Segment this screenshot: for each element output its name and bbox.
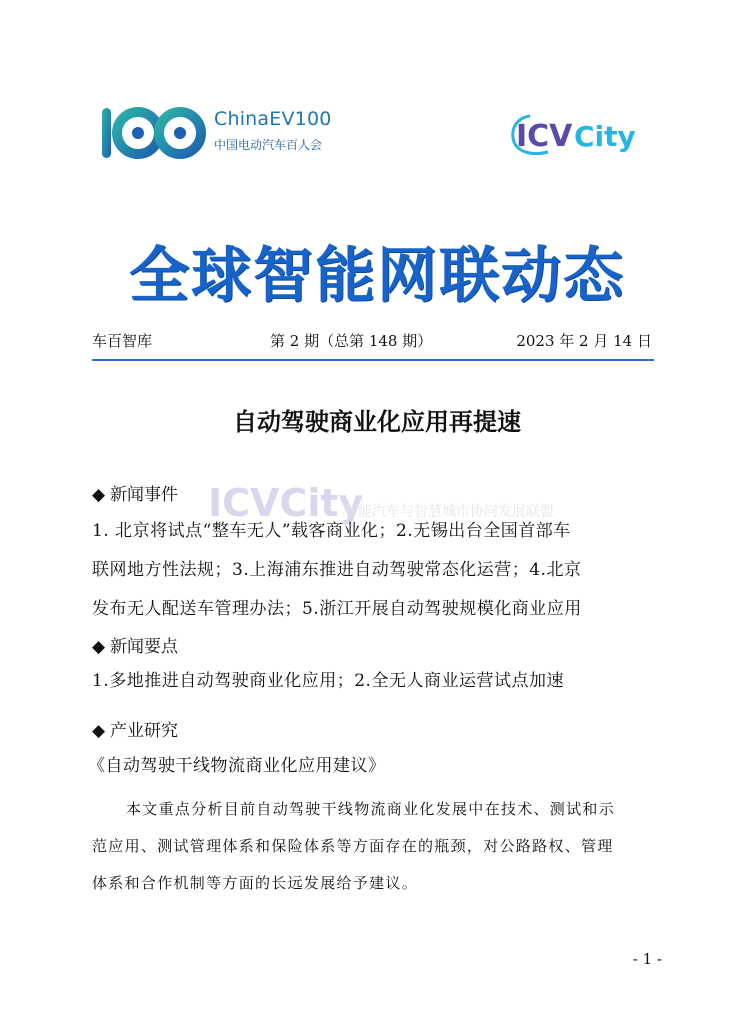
- issue-date: 2023 年 2 月 14 日: [516, 332, 652, 350]
- news-events-line: 1. 北京将试点“整车无人”载客商业化；2.无锡出台全国首部车: [92, 521, 571, 541]
- watermark-tagline: 智能汽车与智慧城市协同发展联盟: [344, 504, 554, 520]
- news-events-line: 发布无人配送车管理办法；5.浙江开展自动驾驶规模化商业应用: [92, 599, 582, 619]
- diamond-bullet-icon: ◆: [92, 721, 106, 741]
- icvcity-logo-icon: [508, 108, 643, 158]
- issue-source: 车百智库: [92, 332, 153, 350]
- svg-text:City: City: [574, 120, 636, 153]
- article-title: 自动驾驶商业化应用再提速: [233, 407, 521, 436]
- section-heading-news-points: ◆ 新闻要点: [92, 637, 178, 657]
- section-heading-industry-research: ◆ 产业研究: [92, 721, 178, 741]
- publication-title: 全球智能网联动态: [129, 241, 625, 311]
- summary-line: 本文重点分析目前自动驾驶干线物流商业化发展中在技术、测试和示: [126, 800, 616, 818]
- chinaev100-logo-icon: [100, 104, 212, 162]
- icvcity-logo-lettering: ICV: [516, 119, 573, 154]
- issue-info-row: [92, 330, 654, 354]
- research-report-title: 《自动驾驶干线物流商业化应用建议》: [88, 756, 386, 776]
- diamond-bullet-icon: ◆: [92, 637, 106, 657]
- issue-number: 第 2 期（总第 148 期）: [270, 332, 433, 350]
- chinaev100-logo-subtext: 中国电动汽车百人会: [214, 138, 323, 152]
- watermark-logo-text: ICVCity: [208, 481, 364, 525]
- header-divider: [92, 359, 654, 361]
- news-events-line: 联网地方性法规；3.上海浦东推进自动驾驶常态化运营；4.北京: [92, 560, 582, 580]
- diamond-bullet-icon: ◆: [92, 485, 106, 505]
- summary-line: 体系和合作机制等方面的长远发展给予建议。: [92, 874, 419, 892]
- page-number: - 1 -: [632, 950, 662, 968]
- summary-line: 范应用、测试管理体系和保险体系等方面存在的瓶颈，对公路路权、管理: [92, 837, 614, 855]
- section-heading-news-events: ◆ 新闻事件: [92, 485, 178, 505]
- news-points-line: 1.多地推进自动驾驶商业化应用；2.全无人商业运营试点加速: [92, 671, 564, 691]
- chinaev100-logo-text: ChinaEV100: [214, 108, 332, 130]
